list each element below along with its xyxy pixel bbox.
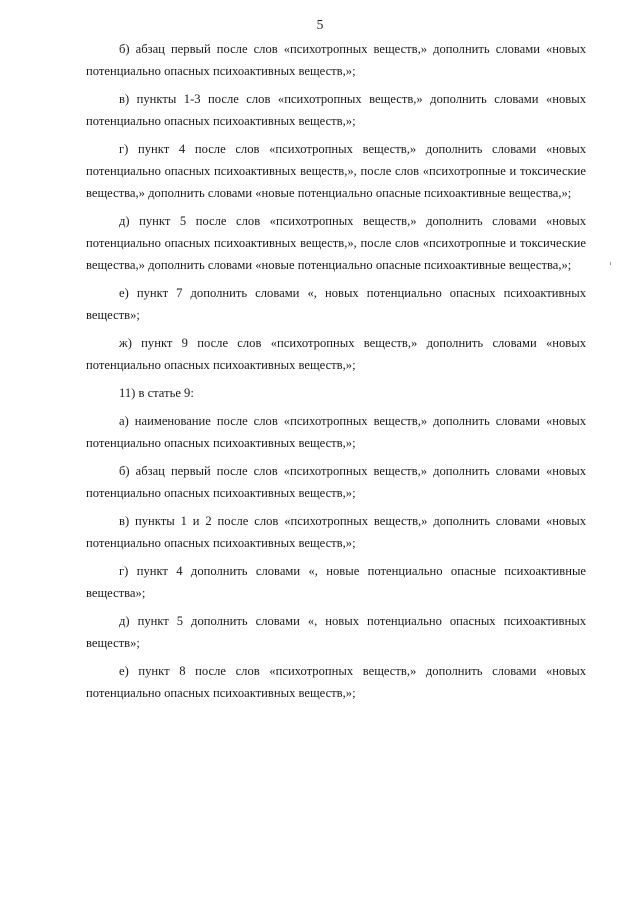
scan-speck [610, 262, 611, 265]
paragraph-v-punkty: в) пункты 1-3 после слов «психотропных веществ,» дополнить словами «новых потенциально опасных психоактивных веществ,»; [86, 92, 586, 128]
paragraph-e-punkt-7: е) пункт 7 дополнить словами «, новых потенциально опасных психоактивных веществ»; [86, 286, 586, 322]
paragraph-g-punkt-4-9: г) пункт 4 дополнить словами «, новые потенциально опасные психоактивные вещества»; [86, 564, 586, 600]
paragraph-zh-punkt-9: ж) пункт 9 после слов «психотропных веществ,» дополнить словами «новых потенциально опасных психоактивных веществ,»; [86, 336, 586, 372]
paragraph-v-punkty-1-2: в) пункты 1 и 2 после слов «психотропных веществ,» дополнить словами «новых потенциально опасных психоактивных веществ,»; [86, 514, 586, 550]
paragraph-a-naimenovanie: а) наименование после слов «психотропных веществ,» дополнить словами «новых потенциально опасных психоактивных веществ,»; [86, 414, 586, 450]
document-body [86, 38, 586, 710]
paragraph-b-abzac: б) абзац первый после слов «психотропных веществ,» дополнить словами «новых потенциально опасных психоактивных веществ,»; [86, 42, 586, 78]
paragraph-d-punkt-5: д) пункт 5 после слов «психотропных веществ,» дополнить словами «новых потенциально опасных психоактивных веществ,», после слов «психотропные и токсические вещества,» дополнить словами «новые потенциально опасные психоактивные вещества,»; [86, 214, 586, 272]
paragraph-article-9-heading: 11) в статье 9: [119, 386, 194, 400]
paragraph-b-abzac-9: б) абзац первый после слов «психотропных веществ,» дополнить словами «новых потенциально опасных психоактивных веществ,»; [86, 464, 586, 500]
paragraph-d-punkt-5-9: д) пункт 5 дополнить словами «, новых потенциально опасных психоактивных веществ»; [86, 614, 586, 650]
paragraph-g-punkt-4: г) пункт 4 после слов «психотропных веществ,» дополнить словами «новых потенциально опасных психоактивных веществ,», после слов «психотропные и токсические вещества,» дополнить словами «новые потенциально опасные психоактивные вещества,»; [86, 142, 586, 200]
paragraph-e-punkt-8: е) пункт 8 после слов «психотропных веществ,» дополнить словами «новых потенциально опасных психоактивных веществ,»; [86, 664, 586, 700]
page-number: 5 [316, 17, 324, 32]
